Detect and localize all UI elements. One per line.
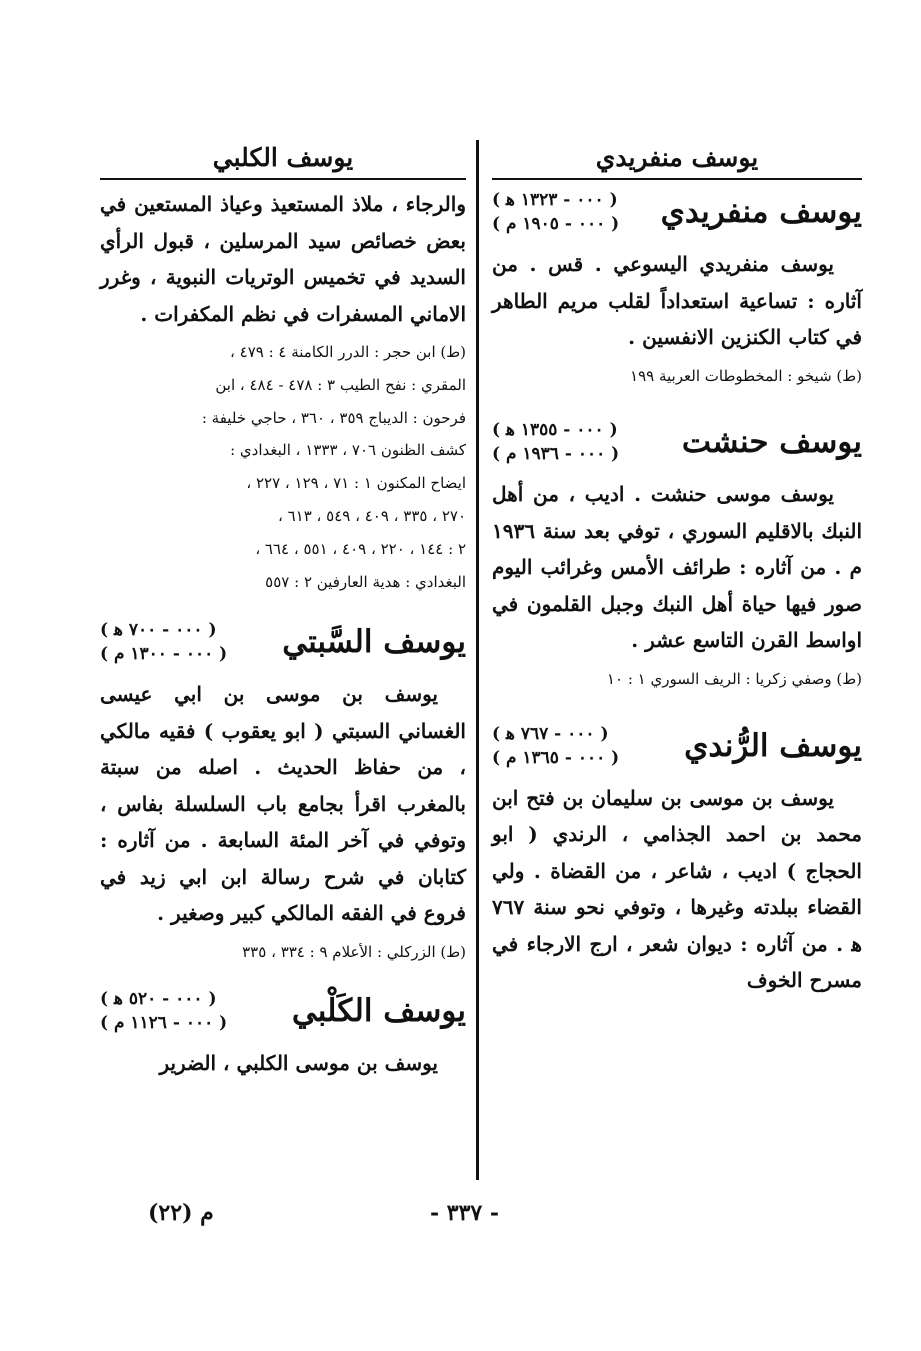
- entry-reference: [100, 336, 466, 598]
- entry-reference: [492, 360, 862, 393]
- entry-heading: [492, 418, 862, 466]
- entry-reference: [492, 663, 862, 696]
- entry-yusuf-rundi: [492, 722, 862, 999]
- gregorian-date: ( ٠٠٠ - ١٩٣٦ م ): [492, 444, 620, 465]
- entry-reference: [100, 936, 466, 969]
- entry-name: يوسف الكَلْبي: [291, 992, 466, 1029]
- signature-mark: م (٢٢): [148, 1200, 214, 1226]
- entry-dates: [492, 188, 619, 236]
- gregorian-date: ( ٠٠٠ - ١١٢٦ م ): [100, 1012, 228, 1033]
- entry-heading: [492, 188, 862, 236]
- entry-name: يوسف حنشت: [681, 424, 862, 461]
- right-column-header: يوسف منفريدي: [492, 138, 862, 180]
- page-footer: [0, 1200, 921, 1240]
- reference-line: (ط) الزركلي : الأعلام ٩ : ٣٣٤ ، ٣٣٥: [242, 942, 466, 961]
- entry-yusuf-manfridi: [492, 188, 862, 392]
- column-divider: [476, 140, 479, 1180]
- entry-text: يوسف منفريدي اليسوعي . قس . من آثاره : تساعية استعداداً لقلب مريم الطاهر في كتاب الكنزين الانفسين .: [492, 252, 862, 349]
- reference-line: (ط) شيخو : المخطوطات العربية ١٩٩: [630, 366, 862, 385]
- left-column: [100, 138, 466, 1081]
- entry-dates: [100, 987, 227, 1035]
- entry-text: يوسف بن موسى بن ابي عيسى الغساني السبتي ( ابو يعقوب ) فقيه مالكي ، من حفاظ الحديث . اصله من سبتة بالمغرب اقرأ بجامع باب السلسلة بفاس ، وتوفي في آخر المئة السابعة . من آثاره : كتابان في شرح رسالة ابن ابي زيد في فروع في الفقه المالكي كبير وصغير .: [100, 682, 466, 926]
- hijri-date: ( ٠٠٠ - ١٣٥٥ ﻫ ): [492, 420, 618, 441]
- gregorian-date: ( ٠٠٠ - ١٣٠٠ م ): [100, 644, 228, 665]
- left-column-header: يوسف الكلبي: [100, 138, 466, 180]
- entry-yusuf-kalbi: [100, 987, 466, 1082]
- entry-dates: [492, 418, 619, 466]
- entry-name: يوسف الرُّندي: [684, 727, 862, 764]
- entry-text: يوسف موسى حنشت . اديب ، من أهل النبك بالاقليم السوري ، توفي بعد سنة ١٩٣٦ م . من آثاره : طرائف الأمس وغرائب اليوم صور فيها حياة أهل النبك وجبل القلمون في اواسط القرن التاسع عشر .: [492, 482, 862, 653]
- entry-name: يوسف منفريدي: [660, 194, 862, 230]
- entry-text: والرجاء ، ملاذ المستعيذ وعياذ المستعين في بعض خصائص سيد المرسلين ، قبول الرأي السديد في تخميس الوتريات النبوية ، وغرر الاماني المسفرات في نظم المكفرات .: [100, 192, 466, 326]
- reference-line: المقري : نفح الطيب ٣ : ٤٧٨ - ٤٨٤ ، ابن: [215, 375, 466, 394]
- entry-heading: [100, 987, 466, 1035]
- reference-line: (ط) ابن حجر : الدرر الكامنة ٤ : ٤٧٩ ،: [230, 343, 466, 361]
- reference-line: ٢٧٠ ، ٣٣٥ ، ٤٠٩ ، ٥٤٩ ، ٦١٣ ،: [277, 506, 466, 525]
- entry-name: يوسف السَّبتي: [282, 624, 466, 661]
- reference-line: البغدادي : هدية العارفين ٢ : ٥٥٧: [265, 572, 466, 591]
- hijri-date: ( ٠٠٠ - ٧٦٧ ﻫ ): [492, 723, 609, 744]
- reference-line: ايضاح المكنون ١ : ٧١ ، ١٢٩ ، ٢٢٧ ،: [246, 474, 466, 493]
- continued-entry: [100, 186, 466, 598]
- reference-line: فرحون : الديباج ٣٥٩ ، ٣٦٠ ، حاجي خليفة :: [201, 408, 466, 427]
- hijri-date: ( ٠٠٠ - ٧٠٠ ﻫ ): [100, 620, 217, 641]
- entry-dates: [492, 722, 619, 770]
- reference-line: كشف الظنون ٧٠٦ ، ١٣٣٣ ، البغدادي :: [230, 441, 466, 460]
- entry-heading: [492, 722, 862, 770]
- reference-line: ٢ : ١٤٤ ، ٢٢٠ ، ٤٠٩ ، ٥٥١ ، ٦٦٤ ،: [255, 539, 466, 558]
- entry-heading: [100, 618, 466, 666]
- reference-line: (ط) وصفي زكريا : الريف السوري ١ : ١٠: [606, 669, 862, 688]
- entry-yusuf-sabti: [100, 618, 466, 968]
- gregorian-date: ( ٠٠٠ - ١٩٠٥ م ): [492, 214, 620, 234]
- hijri-date: ( ٠٠٠ - ١٣٢٣ ﻫ ): [492, 190, 618, 210]
- entry-text: يوسف بن موسى الكلبي ، الضرير: [159, 1050, 438, 1075]
- entry-dates: [100, 618, 227, 666]
- right-column: [492, 138, 862, 999]
- gregorian-date: ( ٠٠٠ - ١٣٦٥ م ): [492, 747, 620, 768]
- page-number: - ٣٣٧ -: [430, 1200, 500, 1226]
- hijri-date: ( ٠٠٠ - ٥٢٠ ﻫ ): [100, 988, 217, 1009]
- entry-text: يوسف بن موسى بن سليمان بن فتح ابن محمد بن احمد الجذامي ، الرندي ( ابو الحجاج ) اديب ، شاعر ، من القضاة . ولي القضاء ببلدته وغيرها ، وتوفي نحو سنة ٧٦٧ ﻫ . من آثاره : ديوان شعر ، ارج الارجاء في مسرح الخوف: [492, 785, 862, 993]
- entry-yusuf-hanasht: [492, 418, 862, 695]
